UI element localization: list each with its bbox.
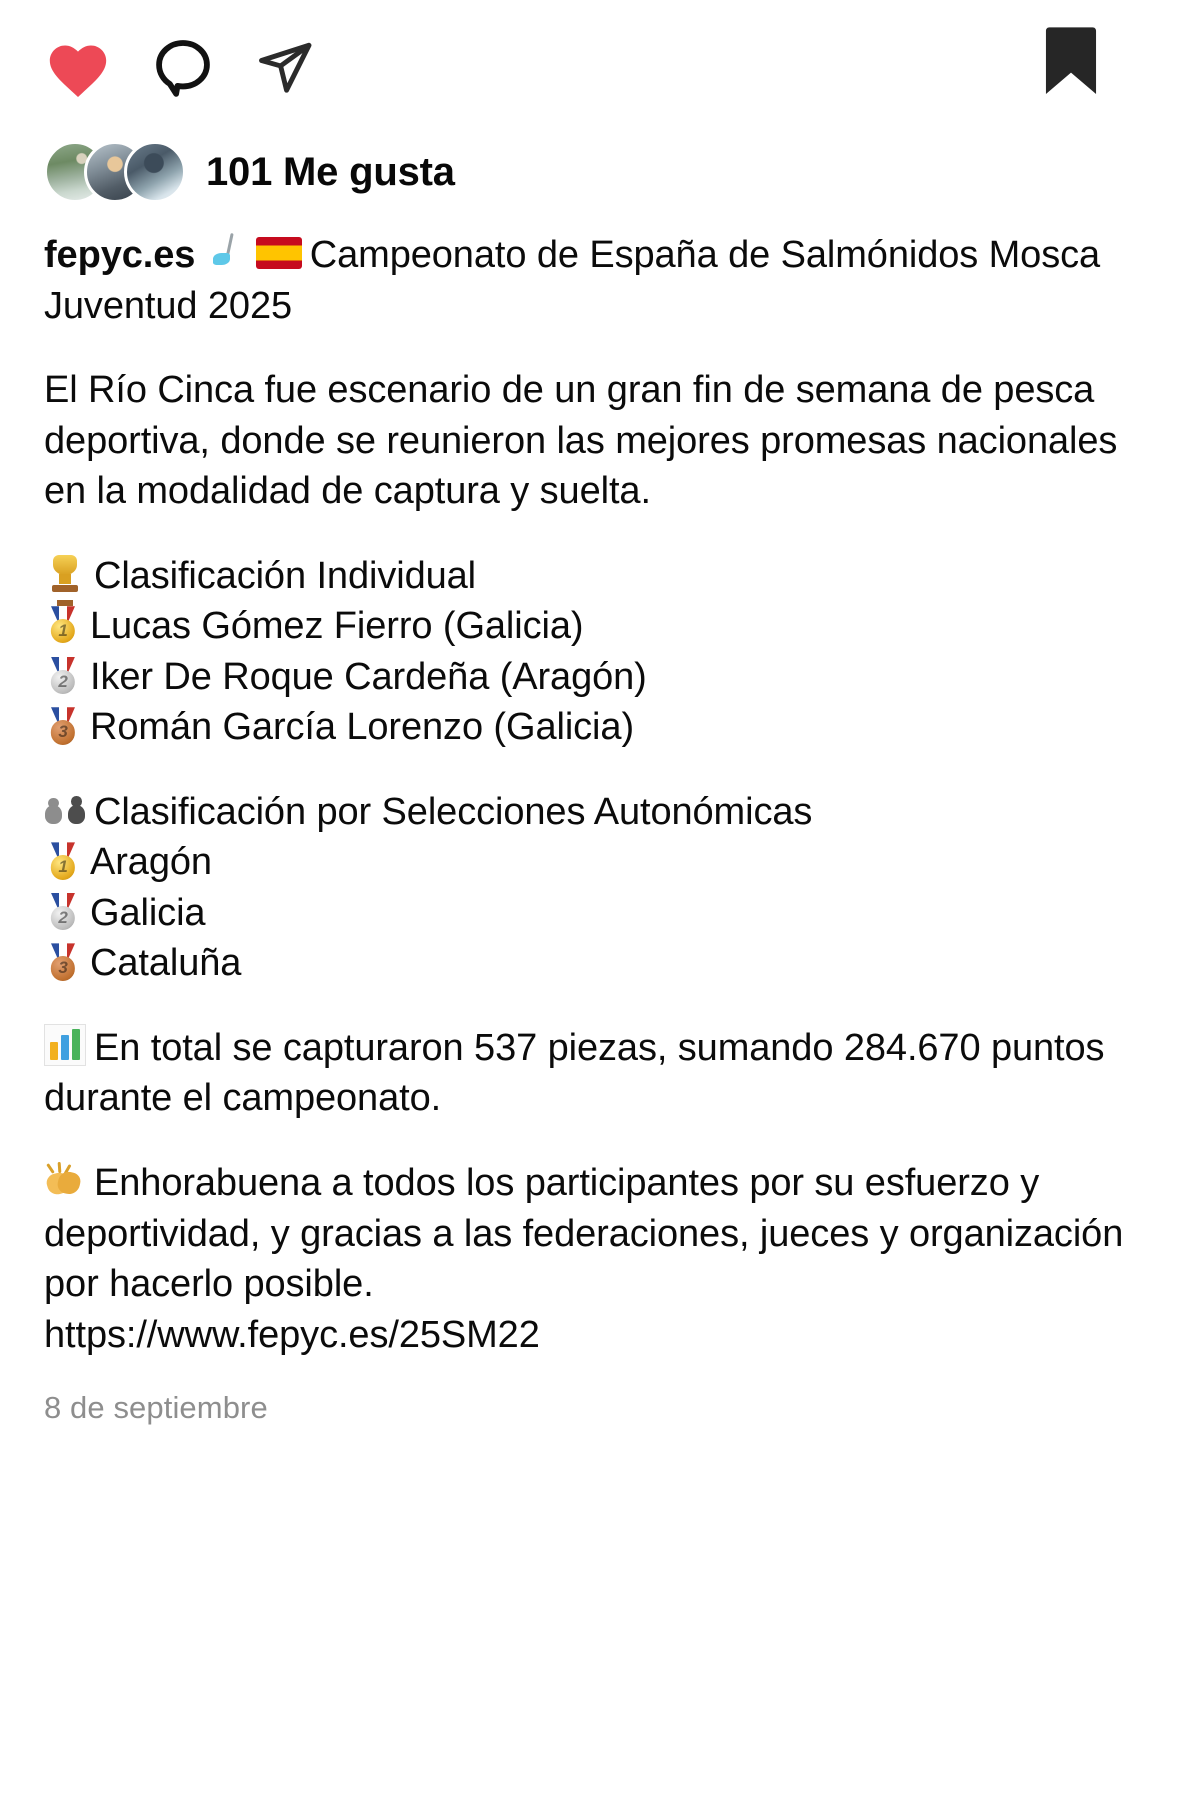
- caption-intro-paragraph: El Río Cinca fue escenario de un gran fin de semana de pesca deportiva, donde se reunieron las mejores promesas nacionales en la modalidad de captura y suelta.: [44, 369, 1128, 513]
- likes-count-label[interactable]: 101 Me gusta: [206, 149, 455, 194]
- like-button[interactable]: [44, 37, 112, 99]
- heart-icon: [44, 37, 112, 99]
- silver-medal-icon: 2: [44, 657, 82, 695]
- ranking-entry-text: Román García Lorenzo (Galicia): [90, 706, 634, 749]
- post-caption: [44, 230, 1156, 1360]
- ranking-entry-text: Galicia: [90, 891, 206, 934]
- busts-in-silhouette-icon: [44, 788, 86, 830]
- caption-title-text: Campeonato de España de Salmónidos Mosca Juventud 2025: [44, 234, 1111, 327]
- bronze-medal-icon: 3: [44, 707, 82, 745]
- secondary-actions: [1042, 24, 1100, 103]
- bookmark-icon: [1042, 24, 1100, 98]
- caption-stats-paragraph: [44, 1023, 1156, 1124]
- clapping-hands-icon: [44, 1159, 86, 1201]
- post-action-bar: [44, 0, 1156, 118]
- ranking-entry: [44, 652, 1156, 703]
- comment-icon: [150, 35, 216, 101]
- post-timestamp: 8 de septiembre: [44, 1390, 268, 1426]
- caption-closing-paragraph: [44, 1158, 1156, 1360]
- team-ranking-heading: [44, 787, 1156, 838]
- avatar: [124, 141, 186, 203]
- team-ranking-heading-text: Clasificación por Selecciones Autonómicas: [94, 790, 813, 833]
- spain-flag-icon: [256, 237, 302, 269]
- caption-closing-text: Enhorabuena a todos los participantes por su esfuerzo y deportividad, y gracias a las federaciones, jueces y organización por hacerlo posible.: [44, 1161, 1134, 1306]
- team-ranking-block: [44, 787, 1156, 989]
- share-paper-plane-icon: [254, 36, 316, 100]
- caption-link[interactable]: https://www.fepyc.es/25SM22: [44, 1313, 540, 1356]
- ranking-entry: [44, 938, 1156, 989]
- caption-stats-text: En total se capturaron 537 piezas, sumando 284.670 puntos durante el campeonato.: [44, 1026, 1115, 1120]
- individual-ranking-heading-text: Clasificación Individual: [94, 554, 477, 597]
- individual-ranking-heading: [44, 551, 1156, 602]
- trophy-icon: [44, 552, 86, 594]
- primary-actions: [44, 35, 316, 101]
- ranking-entry-text: Cataluña: [90, 942, 242, 985]
- bar-chart-icon: [44, 1024, 86, 1066]
- fishing-pole-icon: [206, 231, 248, 273]
- ranking-entry-text: Aragón: [90, 841, 212, 884]
- caption-username[interactable]: fepyc.es: [44, 234, 196, 276]
- individual-ranking-block: [44, 551, 1156, 753]
- ranking-entry: [44, 601, 1156, 652]
- silver-medal-icon: 2: [44, 893, 82, 931]
- save-button[interactable]: [1042, 24, 1100, 98]
- ranking-entry: [44, 702, 1156, 753]
- gold-medal-icon: 1: [44, 606, 82, 644]
- share-button[interactable]: [254, 36, 316, 100]
- gold-medal-icon: 1: [44, 842, 82, 880]
- bronze-medal-icon: 3: [44, 943, 82, 981]
- caption-title-line: [44, 230, 1156, 331]
- likes-row[interactable]: [44, 136, 1156, 208]
- comment-button[interactable]: [150, 35, 216, 101]
- liker-avatar-stack[interactable]: [44, 141, 186, 203]
- ranking-entry-text: Iker De Roque Cardeña (Aragón): [90, 655, 647, 698]
- ranking-entry-text: Lucas Gómez Fierro (Galicia): [90, 605, 584, 648]
- ranking-entry: [44, 837, 1156, 888]
- ranking-entry: [44, 888, 1156, 939]
